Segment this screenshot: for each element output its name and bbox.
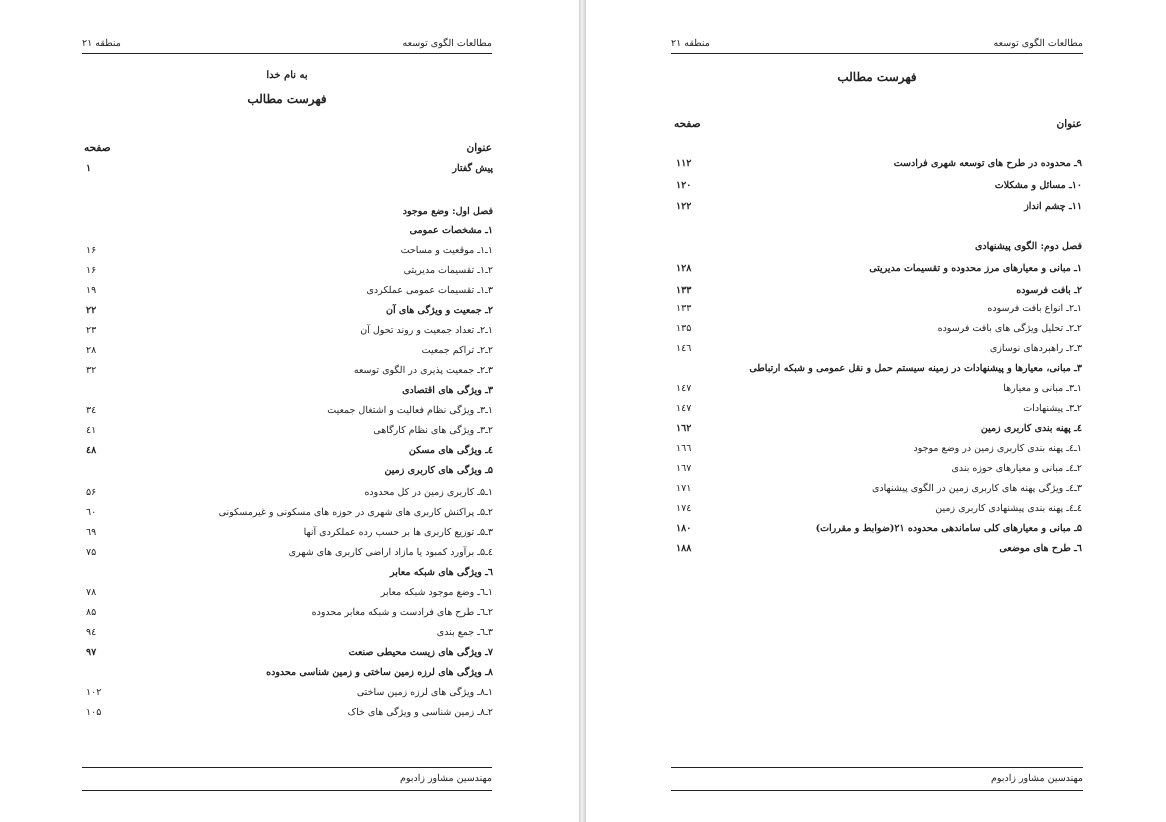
toc-entry-page: ۱۲۰ bbox=[676, 180, 692, 191]
toc-entry-page: ۲۳ bbox=[86, 325, 97, 336]
toc-entry-title: ۳ـ ویژگی های اقتصادی bbox=[402, 385, 493, 396]
toc-entry bbox=[86, 203, 493, 221]
toc-entry bbox=[86, 302, 493, 320]
toc-entry-page: ۹۷ bbox=[86, 647, 97, 658]
toc-entry bbox=[676, 380, 1082, 398]
toc-entry-title: ۲ـ۸ـ زمین شناسی و ویژگی های خاک bbox=[347, 707, 493, 718]
toc-entry-page: ۵۶ bbox=[86, 487, 97, 498]
left-page bbox=[0, 0, 579, 822]
toc-entry bbox=[86, 644, 493, 662]
toc-entry bbox=[86, 624, 493, 642]
toc-entry-page: ۱٤۷ bbox=[676, 403, 692, 414]
toc-entry-page: ۳۲ bbox=[86, 365, 97, 376]
header-book-title: مطالعات الگوی توسعه bbox=[402, 38, 492, 49]
toc-entry-page: ۱۲۲ bbox=[676, 201, 692, 212]
toc-entry-title: ۲ـ جمعیت و ویژگی های آن bbox=[385, 305, 493, 316]
toc-entry-title: ۲ـ۱ـ تقسیمات مدیریتی bbox=[403, 265, 493, 276]
toc-entry bbox=[86, 282, 493, 300]
toc-entry-title: ٦ـ طرح های موضعی bbox=[999, 543, 1082, 554]
toc-entry-title: ۲ـ٤ـ مبانی و معیارهای حوزه بندی bbox=[951, 463, 1082, 474]
toc-entry-page: ۸۵ bbox=[86, 607, 97, 618]
toc-entry-title: ۱ـ۸ـ ویژگی های لرزه زمین ساختی bbox=[356, 687, 493, 698]
toc-entry bbox=[676, 282, 1082, 300]
toc-entry-page: ۷۵ bbox=[86, 547, 97, 558]
toc-entry bbox=[86, 544, 493, 562]
toc-entry-page: ۲۲ bbox=[86, 305, 97, 316]
toc-entry-title: ۱ـ مشخصات عمومی bbox=[409, 225, 493, 236]
footer-rule-bottom bbox=[671, 790, 1083, 791]
column-title-heading: عنوان bbox=[1056, 118, 1082, 130]
toc-entry bbox=[86, 262, 493, 280]
page-gutter bbox=[579, 0, 586, 822]
toc-entry-title: ٤ـ٤ـ پهنه بندی پیشنهادی کاربری زمین bbox=[935, 503, 1082, 514]
footer-rule-top bbox=[671, 767, 1083, 768]
toc-entry-title: ۲ـ٦ـ طرح های فرادست و شبکه معابر محدوده bbox=[311, 607, 493, 618]
toc-entry-page: ۱۰۲ bbox=[86, 687, 102, 698]
toc-entry-page: ۱۷۱ bbox=[676, 483, 692, 494]
toc-entry-page: ۱٤٦ bbox=[676, 343, 692, 354]
toc-entry-title: ۱ـ۲ـ انواع بافت فرسوده bbox=[987, 303, 1082, 314]
toc-entry bbox=[676, 177, 1082, 195]
toc-entry bbox=[676, 400, 1082, 418]
toc-entry bbox=[86, 604, 493, 622]
toc-entry bbox=[676, 340, 1082, 358]
toc-entry-title: ۲ـ۳ـ ویژگی های نظام کارگاهی bbox=[373, 425, 493, 436]
toc-entry bbox=[86, 564, 493, 582]
toc-entry bbox=[86, 322, 493, 340]
toc-entry-page: ۱۸۸ bbox=[676, 543, 692, 554]
column-page-heading: صفحه bbox=[84, 142, 111, 154]
toc-entry-page: ۱۱۲ bbox=[676, 158, 692, 169]
toc-entry-title: ۵ـ ویژگی های کاربری زمین bbox=[384, 465, 493, 476]
toc-entry bbox=[86, 684, 493, 702]
toc-entry bbox=[676, 480, 1082, 498]
toc-entry bbox=[86, 342, 493, 360]
toc-entry-title: ۱ـ۲ـ تعداد جمعیت و روند تحول آن bbox=[360, 325, 493, 336]
toc-entry-title: پیش گفتار bbox=[452, 163, 493, 174]
toc-entry-page: ٦۹ bbox=[86, 527, 97, 538]
toc-entry bbox=[676, 520, 1082, 538]
toc-entry-title: ۳ـ۱ـ تقسیمات عمومی عملکردی bbox=[366, 285, 493, 296]
toc-entry bbox=[86, 704, 493, 722]
toc-entry-title: ۵ـ مبانی و معیارهای کلی ساماندهی محدوده ۲۱(ضوابط و مقررات) bbox=[815, 523, 1082, 534]
toc-title: فهرست مطالب bbox=[837, 70, 917, 84]
toc-entry-page: ٦۰ bbox=[86, 507, 97, 518]
toc-entry-page: ۱۲۸ bbox=[676, 263, 692, 274]
header-region: منطقه ۲۱ bbox=[671, 38, 710, 49]
toc-entry-title: ۹ـ محدوده در طرح های توسعه شهری فرادست bbox=[893, 158, 1082, 169]
toc-entry-title: ۱ـ مبانی و معیارهای مرز محدوده و تقسیمات مدیریتی bbox=[869, 263, 1082, 274]
toc-entry bbox=[86, 242, 493, 260]
toc-entry-title: ۱۱ـ چشم انداز bbox=[1024, 201, 1082, 212]
toc-entry-page: ۱٦٦ bbox=[676, 443, 692, 454]
toc-entry-title: ٤ـ پهنه بندی کاربری زمین bbox=[980, 423, 1082, 434]
toc-entry-title: ۲ـ۲ـ تحلیل ویژگی های بافت فرسوده bbox=[937, 323, 1082, 334]
toc-entry-page: ۹٤ bbox=[86, 627, 97, 638]
page-footer: مهندسین مشاور زادبوم bbox=[400, 773, 492, 784]
bismillah: به نام خدا bbox=[266, 70, 308, 81]
toc-entry-page: ۱۰۵ bbox=[86, 707, 102, 718]
toc-entry bbox=[86, 422, 493, 440]
toc-entry bbox=[86, 584, 493, 602]
toc-entry-title: ۳ـ٤ـ ویژگی پهنه های کاربری زمین در الگوی پیشنهادی bbox=[871, 483, 1082, 494]
toc-entry-title: ۸ـ ویژگی های لرزه زمین ساختی و زمین شناسی محدوده bbox=[266, 667, 493, 678]
header-rule bbox=[82, 53, 492, 54]
header-rule bbox=[671, 53, 1083, 54]
right-page bbox=[586, 0, 1166, 822]
toc-entry-page: ۱۶ bbox=[86, 265, 97, 276]
toc-entry-title: ۱ـ۳ـ مبانی و معیارها bbox=[1003, 383, 1082, 394]
toc-entry-title: ۳ـ۲ـ جمعیت پذیری در الگوی توسعه bbox=[353, 365, 493, 376]
toc-entry-page: ۱٦۷ bbox=[676, 463, 692, 474]
toc-entry-page: ۱٦۲ bbox=[676, 423, 692, 434]
toc-entry-title: ۱ـ٤ـ پهنه بندی کاربری زمین در وضع موجود bbox=[913, 443, 1082, 454]
toc-entry-title: ۱ـ۳ـ ویژگی نظام فعالیت و اشتغال جمعیت bbox=[327, 405, 493, 416]
toc-entry-title: ٤ـ۵ـ برآورد کمبود یا مازاد اراضی کاربری های شهری bbox=[288, 547, 493, 558]
toc-entry bbox=[676, 320, 1082, 338]
header-book-title: مطالعات الگوی توسعه bbox=[993, 38, 1083, 49]
column-page-heading: صفحه bbox=[674, 118, 701, 130]
toc-entry-title: ۳ـ۲ـ راهبردهای نوسازی bbox=[989, 343, 1082, 354]
toc-entry-page: ۱۸۰ bbox=[676, 523, 692, 534]
column-title-heading: عنوان bbox=[466, 142, 492, 154]
toc-entry bbox=[86, 484, 493, 502]
toc-entry bbox=[676, 500, 1082, 518]
toc-entry bbox=[86, 664, 493, 682]
toc-entry-title: ۲ـ۲ـ تراکم جمعیت bbox=[421, 345, 493, 356]
toc-entry bbox=[676, 155, 1082, 173]
toc-entry-page: ۱۳۳ bbox=[676, 303, 692, 314]
toc-entry bbox=[86, 442, 493, 460]
toc-entry bbox=[676, 540, 1082, 558]
toc-entry-title: فصل دوم: الگوی پیشنهادی bbox=[974, 241, 1082, 252]
toc-entry-title: ۱۰ـ مسائل و مشکلات bbox=[994, 180, 1082, 191]
toc-entry bbox=[86, 462, 493, 480]
toc-entry bbox=[676, 440, 1082, 458]
toc-entry-page: ۱۹ bbox=[86, 285, 97, 296]
toc-entry-page: ۳٤ bbox=[86, 405, 97, 416]
toc-entry-title: فصل اول: وضع موجود bbox=[402, 206, 493, 217]
toc-title: فهرست مطالب bbox=[247, 92, 327, 106]
toc-entry-page: ۷۸ bbox=[86, 587, 97, 598]
toc-entry-page: ۱۷٤ bbox=[676, 503, 692, 514]
toc-entry-title: ٤ـ ویژگی های مسکن bbox=[408, 445, 493, 456]
toc-entry-title: ۳ـ مبانی، معیارها و پیشنهادات در زمینه سیستم حمل و نقل عمومی و شبکه ارتباطی bbox=[749, 363, 1082, 374]
page-footer: مهندسین مشاور زادبوم bbox=[991, 773, 1083, 784]
toc-entry bbox=[86, 382, 493, 400]
page-header bbox=[671, 38, 1083, 50]
toc-entry bbox=[676, 420, 1082, 438]
toc-entry bbox=[676, 238, 1082, 256]
toc-entry-title: ٦ـ ویژگی های شبکه معابر bbox=[390, 567, 493, 578]
toc-entry bbox=[86, 222, 493, 240]
toc-entry-title: ۲ـ۳ـ پیشنهادات bbox=[1023, 403, 1082, 414]
toc-entry-page: ۱ bbox=[86, 163, 92, 174]
toc-entry bbox=[86, 504, 493, 522]
toc-entry-page: ۱۶ bbox=[86, 245, 97, 256]
toc-entry-title: ۳ـ٦ـ جمع بندی bbox=[436, 627, 493, 638]
toc-entry-page: ۱۳۳ bbox=[676, 285, 692, 296]
toc-entry bbox=[86, 402, 493, 420]
toc-entry-title: ۱ـ۱ـ موقعیت و مساحت bbox=[400, 245, 493, 256]
toc-entry-page: ۲۸ bbox=[86, 345, 97, 356]
toc-entry bbox=[676, 460, 1082, 478]
toc-entry-page: ٤۱ bbox=[86, 425, 97, 436]
toc-entry bbox=[676, 198, 1082, 216]
toc-entry bbox=[676, 360, 1082, 378]
toc-entry-title: ۱ـ۵ـ کاربری زمین در کل محدوده bbox=[364, 487, 493, 498]
toc-entry-title: ۲ـ بافت فرسوده bbox=[1016, 285, 1082, 296]
header-region: منطقه ۲۱ bbox=[82, 38, 121, 49]
toc-entry-title: ۳ـ۵ـ توزیع کاربری ها بر حسب رده عملکردی آنها bbox=[303, 527, 493, 538]
toc-entry-title: ۱ـ٦ـ وضع موجود شبکه معابر bbox=[380, 587, 493, 598]
footer-rule-top bbox=[82, 767, 492, 768]
toc-entry bbox=[86, 362, 493, 380]
toc-entry bbox=[86, 160, 493, 178]
toc-entry-page: ٤۸ bbox=[86, 445, 97, 456]
page-header bbox=[82, 38, 492, 50]
toc-entry bbox=[676, 260, 1082, 278]
toc-entry-title: ۲ـ۵ـ پراکنش کاربری های شهری در حوزه های مسکونی و غیرمسکونی bbox=[218, 507, 493, 518]
toc-entry-page: ۱۳۵ bbox=[676, 323, 692, 334]
toc-entry-title: ۷ـ ویژگی های زیست محیطی صنعت bbox=[348, 647, 493, 658]
toc-entry bbox=[676, 300, 1082, 318]
footer-rule-bottom bbox=[82, 790, 492, 791]
toc-entry-page: ۱٤۷ bbox=[676, 383, 692, 394]
toc-entry bbox=[86, 524, 493, 542]
